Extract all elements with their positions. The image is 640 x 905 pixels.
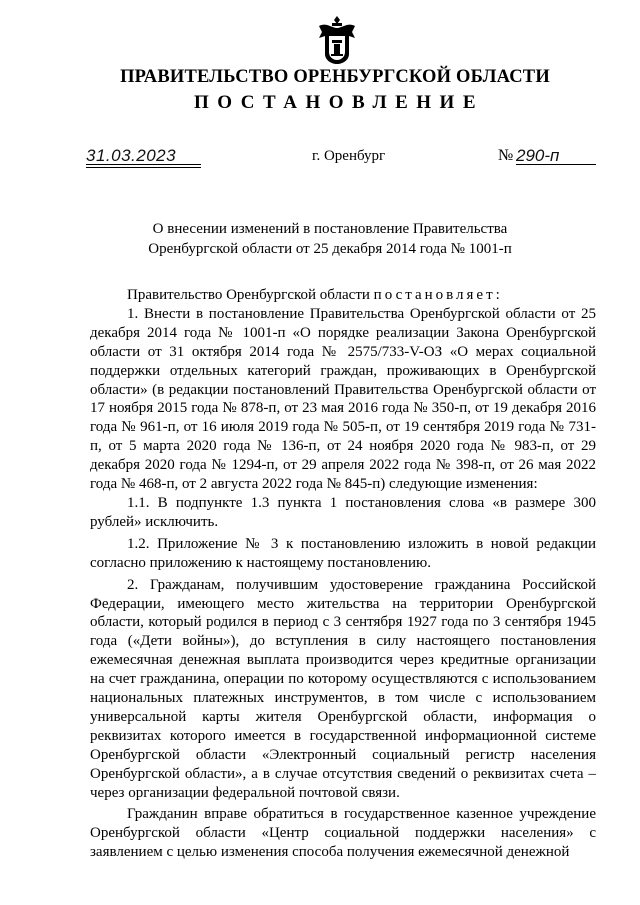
subject-line-2: Оренбургской области от 25 декабря 2014 года № 1001-п bbox=[148, 241, 512, 257]
document-body bbox=[90, 286, 596, 862]
document-city: г. Оренбург bbox=[312, 148, 386, 164]
number-label: № bbox=[498, 147, 514, 164]
paragraph-1-1: 1.1. В подпункте 1.3 пункта 1 постановления слова «в размере 300 рублей» исключить. bbox=[90, 494, 596, 530]
paragraph-1: 1. Внести в постановление Правительства Оренбургской области от 25 декабря 2014 года № 1001-п «О порядке реализации Закона Оренбургской области от 31 октября 2014 года № 2575/733-V-ОЗ «О мерах социальной поддержки отдельных категорий граждан, проживающих в Оренбургской области» (в редакции постановлений Правительства Оренбургской области от 17 ноября 2015 года № 878-п, от 23 мая 2016 года № 350-п, от 19 декабря 2016 года № 961-п, от 16 июля 2019 года № 505-п, от 19 сентября 2019 года № 731-п, от 5 марта 2020 года № 136-п, от 24 ноября 2020 года № 983-п, от 29 декабря 2020 года № 1294-п, от 29 апреля 2022 года № 398-п, от 26 мая 2022 года № 468-п, от 2 августа 2022 года № 845-п) следующие изменения: bbox=[90, 305, 596, 493]
paragraph-2: 2. Гражданам, получившим удостоверение гражданина Российской Федерации, имеющего место жительства на территории Оренбургской области, который родился в период с 3 сентября 1927 года по 3 сентября 1945 года («Дети войны»), до вступления в силу настоящего постановления ежемесячная денежная выплата производится через кредитные организации на счет гражданина, операции по которому осуществляются с использованием национальных платежных инструментов, в том числе с использованием универсальной карты жителя Оренбургской области, информация о реквизитах которого имеется в государственной информационной системе Оренбургской области «Электронный социальный регистр населения Оренбургской области», а в случае отсутствия сведений о реквизитах счета – через организации федеральной почтовой связи. bbox=[90, 576, 596, 801]
preamble-spaced-word: постановляет: bbox=[373, 287, 503, 303]
coat-of-arms-emblem bbox=[316, 14, 358, 66]
document-subject bbox=[100, 219, 560, 259]
subject-line-1: О внесении изменений в постановление Правительства bbox=[152, 221, 508, 237]
paragraph-1-2: 1.2. Приложение № 3 к постановлению изложить в новой редакции согласно приложению к настоящему постановлению. bbox=[90, 535, 596, 571]
preamble bbox=[90, 286, 596, 305]
organization-title: ПРАВИТЕЛЬСТВО ОРЕНБУРГСКОЙ ОБЛАСТИ bbox=[120, 67, 550, 87]
document-date: 31.03.2023 bbox=[86, 146, 177, 165]
number-underline bbox=[516, 164, 596, 165]
document-type-title: ПОСТАНОВЛЕНИЕ bbox=[193, 92, 485, 113]
paragraph-3: Гражданин вправе обратиться в государственное казенное учреждение Оренбургской области «Центр социальной поддержки населения» с заявлением с целью изменения способа получения ежемесячной денежной bbox=[90, 806, 596, 861]
document-number: 290-п bbox=[516, 146, 560, 165]
date-underline bbox=[86, 164, 201, 165]
date-underline-double bbox=[86, 167, 201, 168]
preamble-text: Правительство Оренбургской области bbox=[127, 287, 374, 303]
